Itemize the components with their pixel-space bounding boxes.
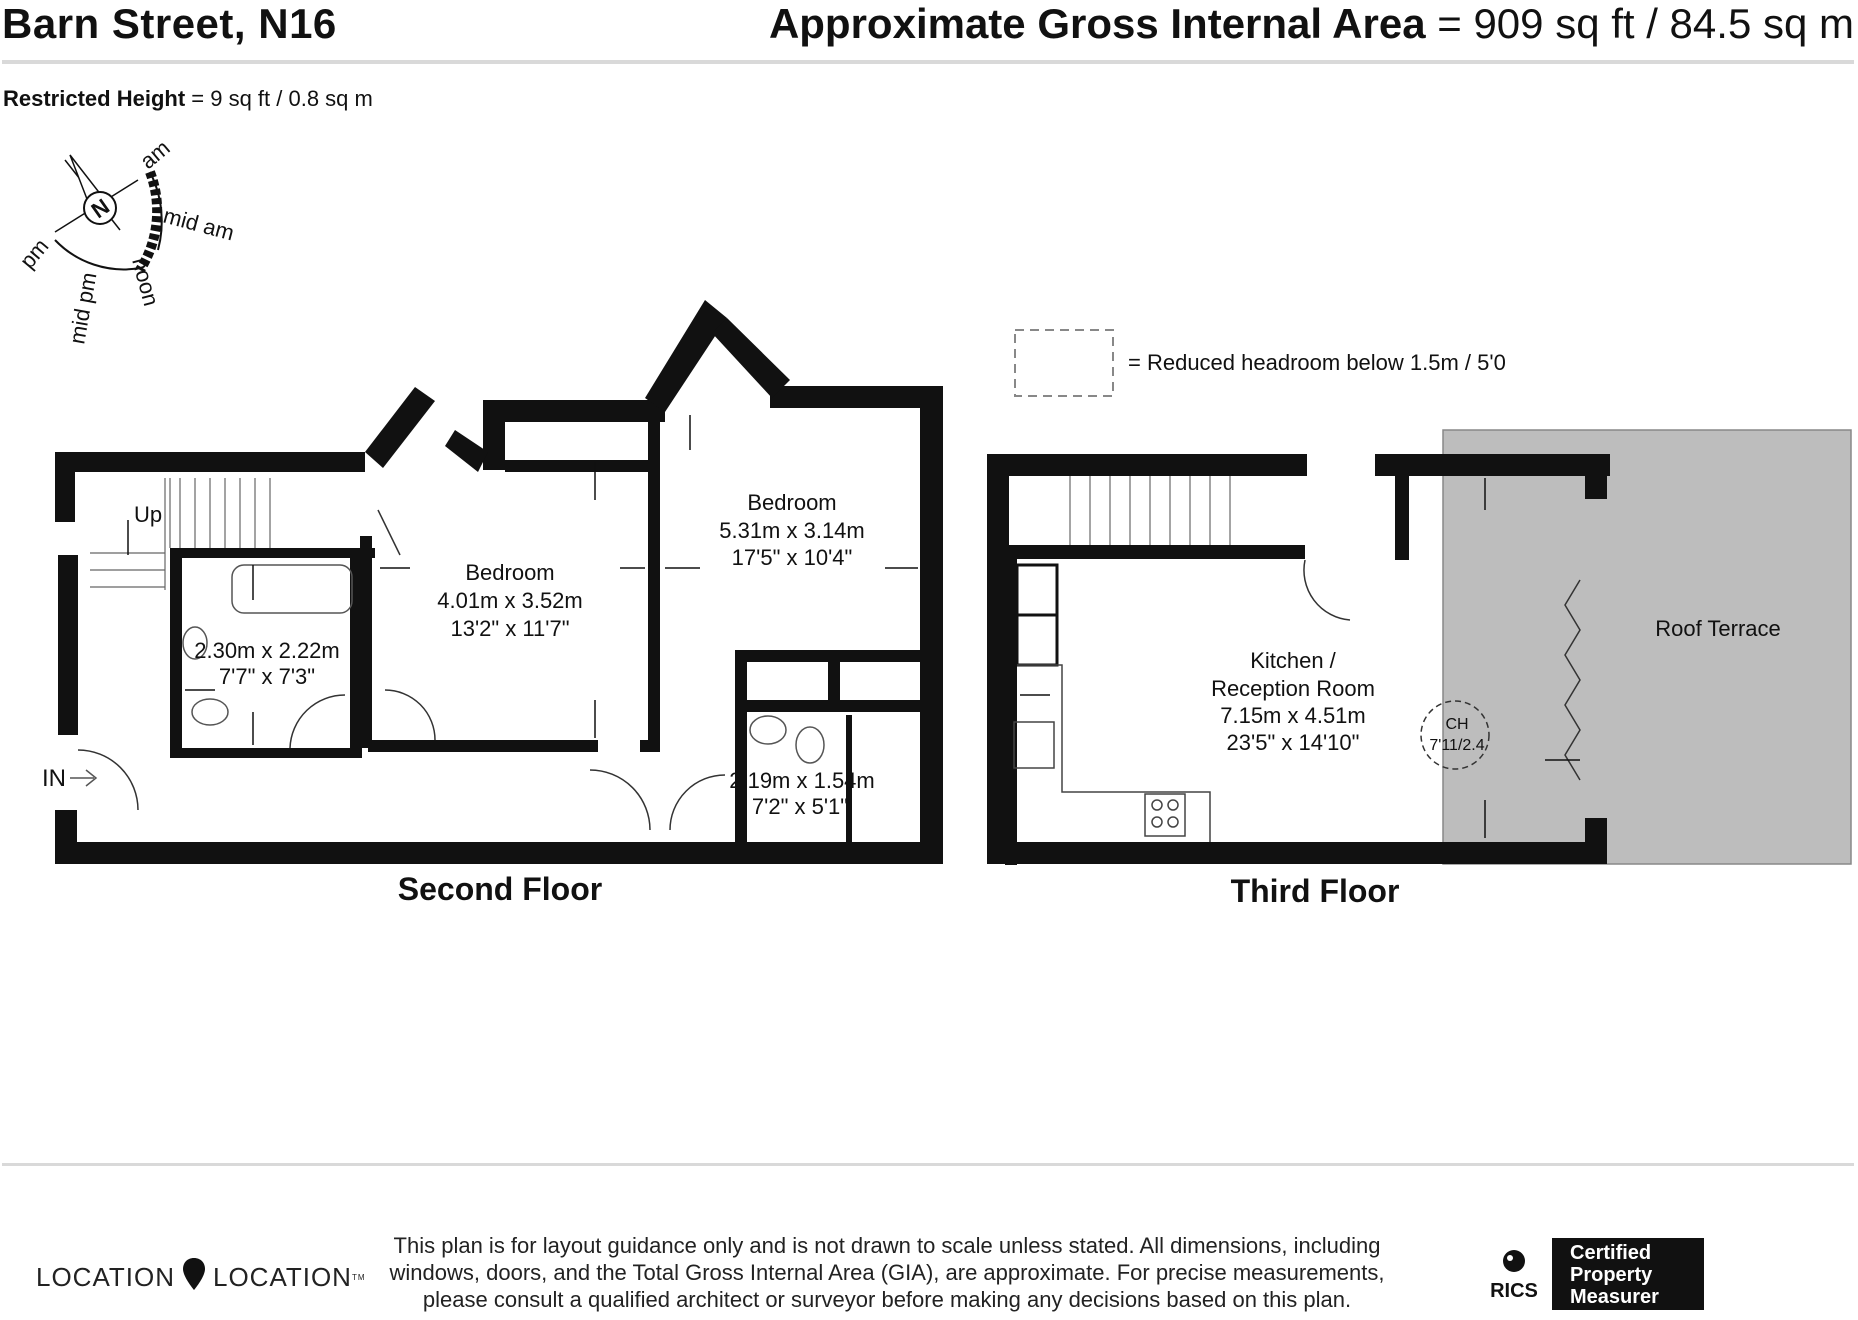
- wall: [1005, 555, 1017, 865]
- door: [1304, 560, 1350, 620]
- second-floor-title: Second Floor: [397, 871, 603, 907]
- bedroom2-name: Bedroom: [747, 490, 837, 515]
- rics-text: RICS: [1490, 1280, 1538, 1302]
- compass-am-label: am: [135, 135, 175, 174]
- trademark: TM: [351, 1273, 366, 1282]
- gross-area-label: Approximate Gross Internal Area: [768, 0, 1426, 47]
- wall: [1395, 470, 1409, 560]
- reduced-headroom-legend: = Reduced headroom below 1.5m / 5'0: [1128, 350, 1506, 375]
- basin-icon: [750, 716, 786, 744]
- wall: [55, 452, 75, 522]
- restricted-height-label: Restricted Height: [3, 86, 186, 111]
- wall: [368, 740, 598, 752]
- bay-window-left: [365, 387, 435, 468]
- wall: [170, 548, 182, 758]
- kitchen-metric: 7.15m x 4.51m: [1220, 703, 1366, 728]
- entrance-arrow-icon: [70, 770, 96, 786]
- roof-terrace-label: Roof Terrace: [1655, 616, 1781, 641]
- toilet-icon: [192, 699, 228, 725]
- bathroom-metric: 2.30m x 2.22m: [194, 638, 340, 663]
- wall: [55, 452, 365, 472]
- cupboards: [1017, 565, 1057, 665]
- toilet-icon: [796, 727, 824, 763]
- ceiling-height-value: 7'11/2.4: [1429, 737, 1485, 754]
- bathroom-imperial: 7'7" x 7'3": [218, 664, 316, 689]
- stairs-up-label: Up: [134, 502, 163, 527]
- compass-mid-am-label: mid am: [160, 202, 237, 246]
- wall: [445, 430, 488, 472]
- compass-north-label: N: [86, 193, 114, 224]
- third-floor-title: Third Floor: [1230, 873, 1400, 909]
- certified-line-1: Certified: [1570, 1242, 1652, 1264]
- wall-bottom: [55, 842, 943, 864]
- wall: [770, 386, 943, 408]
- brand-text-2: LOCATION: [212, 1262, 352, 1292]
- compass-pm-arc: [55, 240, 140, 269]
- ceiling-height-label: CH: [1445, 716, 1469, 733]
- rics-logo: [1484, 1248, 1544, 1303]
- certified-line-2: Property: [1570, 1264, 1653, 1286]
- kitchen-name-line2: Reception Room: [1211, 676, 1375, 701]
- property-title: Barn Street, N16: [2, 0, 337, 47]
- shower-room-imperial: 7'2" x 5'1": [751, 794, 849, 819]
- kitchen-name-line1: Kitchen /: [1250, 648, 1336, 673]
- wall: [58, 555, 78, 735]
- bedroom2-imperial: 17'5" x 10'4": [731, 545, 853, 570]
- kitchen-counter: [1014, 665, 1210, 842]
- compass-rose: [15, 135, 237, 346]
- wall-bottom: [987, 842, 1607, 864]
- bathtub: [232, 565, 352, 613]
- entrance-label: IN: [42, 765, 66, 792]
- wall: [483, 400, 665, 422]
- stairs-third-floor: [1070, 476, 1230, 545]
- location-location-logo: [36, 1258, 366, 1297]
- wall: [735, 700, 925, 712]
- gross-area-value: = 909 sq ft / 84.5 sq m: [1425, 0, 1854, 47]
- footer-divider: [2, 1163, 1854, 1166]
- kitchen-imperial: 23'5" x 14'10": [1226, 730, 1360, 755]
- brand-text: LOCATION: [36, 1262, 175, 1292]
- wall: [987, 454, 1307, 476]
- compass-noon-label: noon: [127, 254, 164, 309]
- bay-window-right: [645, 300, 727, 412]
- map-pin-icon: [183, 1258, 205, 1297]
- roof-terrace-area: [1443, 430, 1851, 864]
- wall: [1000, 545, 1305, 559]
- wall-right: [920, 386, 943, 864]
- reduced-headroom-swatch: [1015, 330, 1113, 396]
- shower-room-metric: 2.19m x 1.54m: [729, 768, 875, 793]
- certified-property-measurer-badge: [1552, 1238, 1704, 1310]
- bedroom1-name: Bedroom: [465, 560, 555, 585]
- wall: [175, 548, 375, 558]
- wall: [505, 460, 653, 472]
- rics-lion-icon: [1494, 1248, 1534, 1274]
- bay-window-right: [712, 318, 790, 398]
- disclaimer: This plan is for layout guidance only and is not drawn to scale unless stated. All dimensions, including windows, doors, and the Total Gross Internal Area (GIA), are approximate. For precise measurements, please consult a qualified architect or surveyor before making any decisions based on this plan.: [389, 1233, 1385, 1312]
- bedroom1-metric: 4.01m x 3.52m: [437, 588, 583, 613]
- bedroom2-metric: 5.31m x 3.14m: [719, 518, 865, 543]
- wall: [483, 400, 505, 470]
- wall: [1585, 454, 1607, 499]
- bedroom1-imperial: 13'2" x 11'7": [450, 616, 570, 641]
- certified-line-3: Measurer: [1570, 1286, 1659, 1308]
- restricted-height-value: = 9 sq ft / 0.8 sq m: [185, 86, 373, 111]
- wall: [1585, 818, 1607, 864]
- compass-pm-label: pm: [14, 233, 54, 274]
- wall: [1375, 454, 1610, 476]
- wall: [360, 536, 372, 748]
- wall: [170, 748, 360, 758]
- compass-mid-pm-label: mid pm: [64, 270, 102, 346]
